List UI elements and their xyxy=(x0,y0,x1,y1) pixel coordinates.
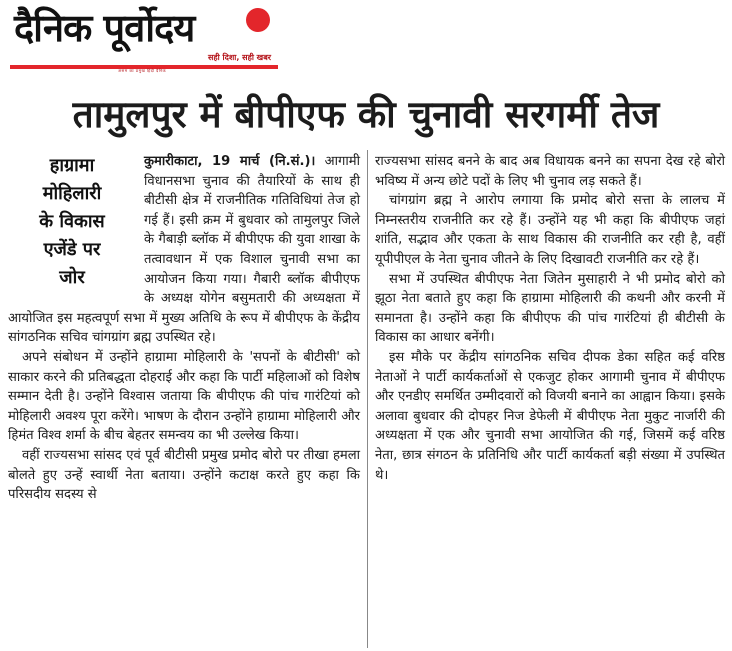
sun-logo-icon xyxy=(246,8,270,32)
subhead-line: मोहिलारी xyxy=(42,183,102,204)
paragraph-text: आगामी विधानसभा चुनाव की तैयारियों के साथ ही बीटीसी क्षेत्र में राजनीतिक गतिविधियां तेज हो गई हैं। इसी क्रम में बुधवार को तामुलपुर जिले के गैबाड़ी ब्लॉक में बीपीएफ की युवा शाखा के तत्वावधान में एक विशाल चुनावी सभा का आयोजन किया गया। गैबारी ब्लॉक बीपीएफ के अध्यक्ष योगेन बसुमतारी की अध्यक्षता में आयोजित इस महत्वपूर्ण सभा में मुख्य अतिथि के रूप में बीपीएफ के केंद्रीय सांगठनिक सचिव चांगग्रांग ब्रह्म उपस्थित रहे। xyxy=(8,154,360,346)
article-paragraph: चांगग्रांग ब्रह्म ने आरोप लगाया कि प्रमोद बोरो सत्ता के लालच में निम्नस्तरीय राजनीति कर रहे हैं। उन्होंने यह भी कहा कि बीपीएफ जहां शांति, सद्भाव और एकता के साथ विकास की राजनीति कर रही है, वहीं यूपीपीएल के नेता चुनाव जीतने के लिए दिखावटी राजनीति कर रहे हैं। xyxy=(375,193,725,267)
article-paragraph: इस मौके पर केंद्रीय सांगठनिक सचिव दीपक डेका सहित कई वरिष्ठ नेताओं ने पार्टी कार्यकर्ताओं से एकजुट होकर आगामी चुनाव में बीपीएफ और एनडीए समर्थित उम्मीदवारों को विजयी बनाने का आह्वान किया। इसके अलावा बुधवार की दोपहर निज डेफेली में बीपीएफ नेता मुकुट नार्जारी की अध्यक्षता में एक और चुनावी सभा आयोजित की गई, जिसमें कई वरिष्ठ नेता, छात्र संगठन के प्रतिनिधि और पार्टी कार्यकर्ता बड़ी संख्या में उपस्थित थे। xyxy=(375,349,725,483)
dateline: कुमारीकाटा, 19 मार्च (नि.सं.)। xyxy=(144,154,316,169)
headline: तामुलपुर में बीपीएफ की चुनावी सरगर्मी तेज xyxy=(72,92,660,136)
article-column-1 xyxy=(8,152,360,505)
article-paragraph: वहीं राज्यसभा सांसद एवं पूर्व बीटीसी प्रमुख प्रमोद बोरो पर तीखा हमला बोलते हुए उन्हें स्वार्थी नेता बताया। उन्होंने कटाक्ष करते हुए कहा कि परिसदीय सदस्य से xyxy=(8,447,360,503)
tagline: सही दिशा, सही खबर xyxy=(208,53,272,62)
article-paragraph: राज्यसभा सांसद बनने के बाद अब विधायक बनने का सपना देख रहे बोरो भविष्य में अन्य छोटे पदों के लिए भी चुनाव लड़ सकते हैं। xyxy=(375,154,725,189)
subhead-line: एजेंडे पर xyxy=(43,239,101,260)
article-column-2 xyxy=(375,152,725,485)
subhead-box xyxy=(8,152,136,308)
article-paragraph: अपने संबोधन में उन्होंने हाग्रामा मोहिलारी के 'सपनों के बीटीसी' को साकार करने की प्रतिबद्धता दोहराई और कहा कि पार्टी महिलाओं को विशेष सम्मान देती है। उन्होंने विश्वास जताया कि बीपीएफ की पांच गारंटियां को मोहिलारी अवश्य पूरा करेंगे। भाषण के दौरान उन्होंने हाग्रामा मोहिलारी और हिमंत विश्व शर्मा के बीच बेहतर समन्वय का भी उल्लेख किया। xyxy=(8,349,360,444)
subhead-line: के विकास xyxy=(39,211,105,232)
newspaper-logo: दैनिक पूर्वोदय xyxy=(14,6,195,50)
column-divider xyxy=(367,150,368,648)
masthead xyxy=(10,2,280,72)
subhead-line: हाग्रामा xyxy=(49,155,95,176)
article-paragraph: सभा में उपस्थित बीपीएफ नेता जितेन मुसाहारी ने भी प्रमोद बोरो को झूठा नेता बताते हुए कहा कि हाग्रामा मोहिलारी की कथनी और करनी में समानता है। उन्होंने कहा कि बीपीएफ की पांच गारंटियां ही बीटीसी के विकास का आधार बनेंगी। xyxy=(375,271,725,346)
masthead-subline: असम का प्रमुख हिंदी दैनिक xyxy=(118,68,167,73)
subhead-line: जोर xyxy=(59,267,85,288)
